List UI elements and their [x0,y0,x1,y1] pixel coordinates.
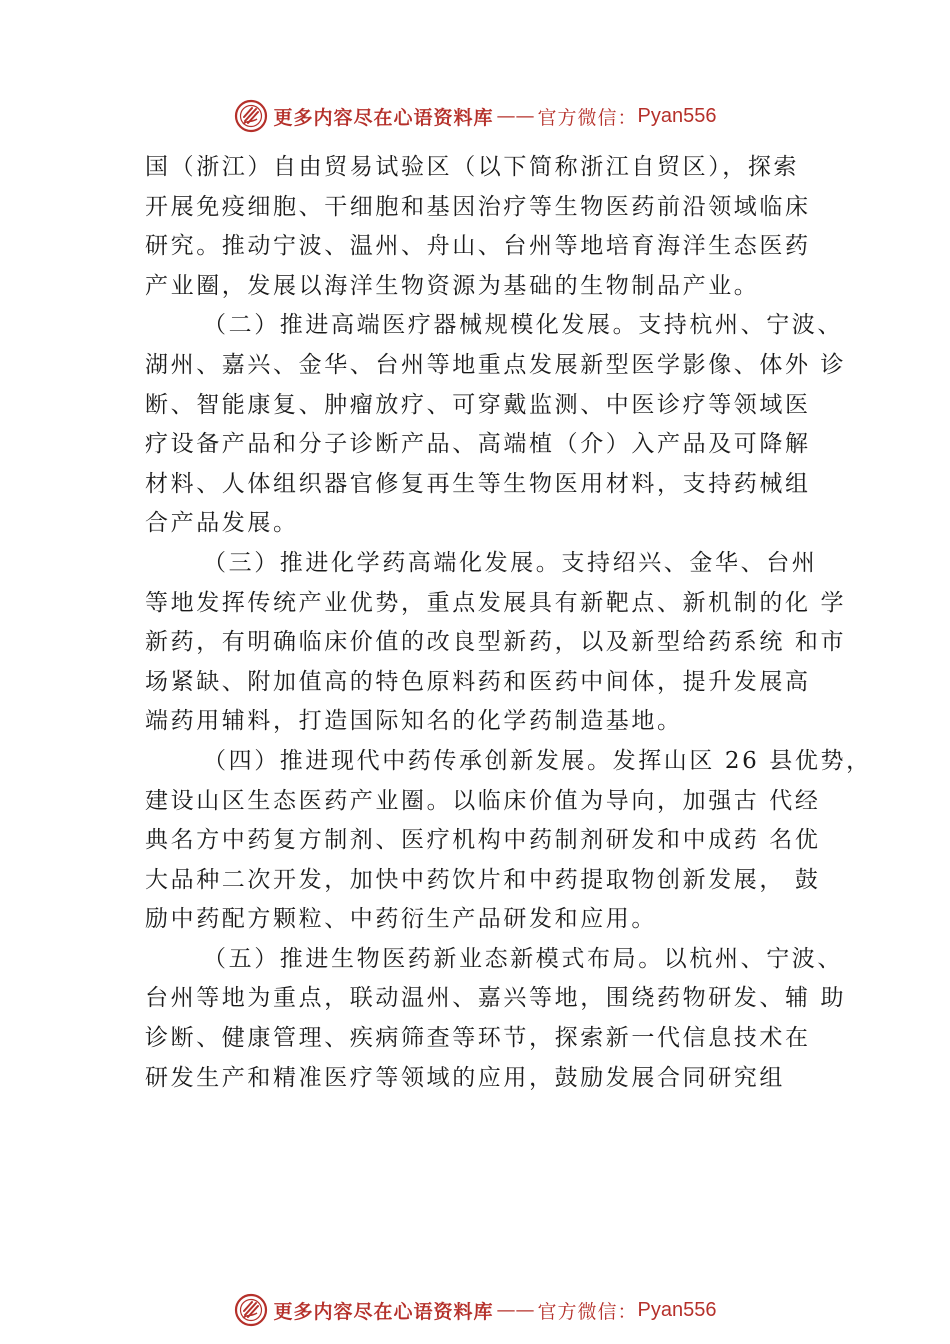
paragraph-first-line: （二）推进高端医疗器械规模化发展。支持杭州、宁波、 [203,312,843,339]
seal-logo-icon [234,1293,268,1327]
document-body [145,148,872,1098]
text-line: 国（浙江）自由贸易试验区（以下简称浙江自贸区），探索 [145,154,800,180]
text-line: 研究。推动宁波、温州、舟山、台州等地培育海洋生态医药 [145,233,811,260]
text-line: 端药用辅料，打造国际知名的化学药制造基地。 [145,708,683,735]
text-line: 大品种二次开发，加快中药饮片和中药提取物创新发展， 鼓 [145,866,821,893]
text-line: 等地发挥传统产业优势，重点发展具有新靶点、新机制的化 学 [145,589,847,616]
paragraph-first-line: （三）推进化学药高端化发展。支持绍兴、金华、台州 [203,549,818,576]
text-line: 励中药配方颗粒、中药衍生产品研发和应用。 [145,906,657,933]
watermark-separator: —— [496,105,535,127]
watermark-main-text: 更多内容尽在心语资料库 [273,106,494,129]
watermark-wechat-id: Pyan556 [637,104,717,127]
text-line: 疗设备产品和分子诊断产品、高端植（介）入产品及可降解 [145,431,811,458]
text-line: 场紧缺、附加值高的特色原料药和医药中间体，提升发展高 [145,668,811,695]
text-line: 建设山区生态医药产业圈。以临床价值为导向，加强古 代经 [145,787,821,814]
watermark-wechat-label: 官方微信： [537,1300,638,1323]
text-line: 典名方中药复方制剂、医疗机构中药制剂研发和中成药 名优 [145,827,821,854]
paragraph-first-line: （四）推进现代中药传承创新发展。发挥山区 26 县优势， [203,747,872,774]
watermark-wechat-label: 官方微信： [537,106,638,129]
watermark-separator: —— [496,1299,535,1321]
text-line: 材料、人体组织器官修复再生等生物医用材料，支持药械组 [145,470,811,497]
watermark-wechat-id: Pyan556 [637,1298,717,1321]
text-line: 产业圈，发展以海洋生物资源为基础的生物制品产业。 [145,272,760,299]
watermark-main-text: 更多内容尽在心语资料库 [273,1300,494,1323]
text-line: 台州等地为重点，联动温州、嘉兴等地，围绕药物研发、辅 助 [145,985,847,1012]
text-line: 诊断、健康管理、疾病筛查等环节，探索新一代信息技术在 [145,1025,811,1052]
footer-watermark [0,1290,950,1330]
text-line: 断、智能康复、肿瘤放疗、可穿戴监测、中医诊疗等领域医 [145,391,811,418]
text-line: 湖州、嘉兴、金华、台州等地重点发展新型医学影像、体外 诊 [145,351,847,378]
paragraph-first-line: （五）推进生物医药新业态新模式布局。以杭州、宁波、 [203,945,843,972]
header-watermark [0,96,950,136]
text-line: 合产品发展。 [145,510,299,537]
text-line: 研发生产和精准医疗等领域的应用，鼓励发展合同研究组 [145,1064,785,1091]
text-line: 新药，有明确临床价值的改良型新药，以及新型给药系统 和市 [145,629,847,656]
text-line: 开展免疫细胞、干细胞和基因治疗等生物医药前沿领域临床 [145,193,811,220]
seal-logo-icon [234,99,268,133]
